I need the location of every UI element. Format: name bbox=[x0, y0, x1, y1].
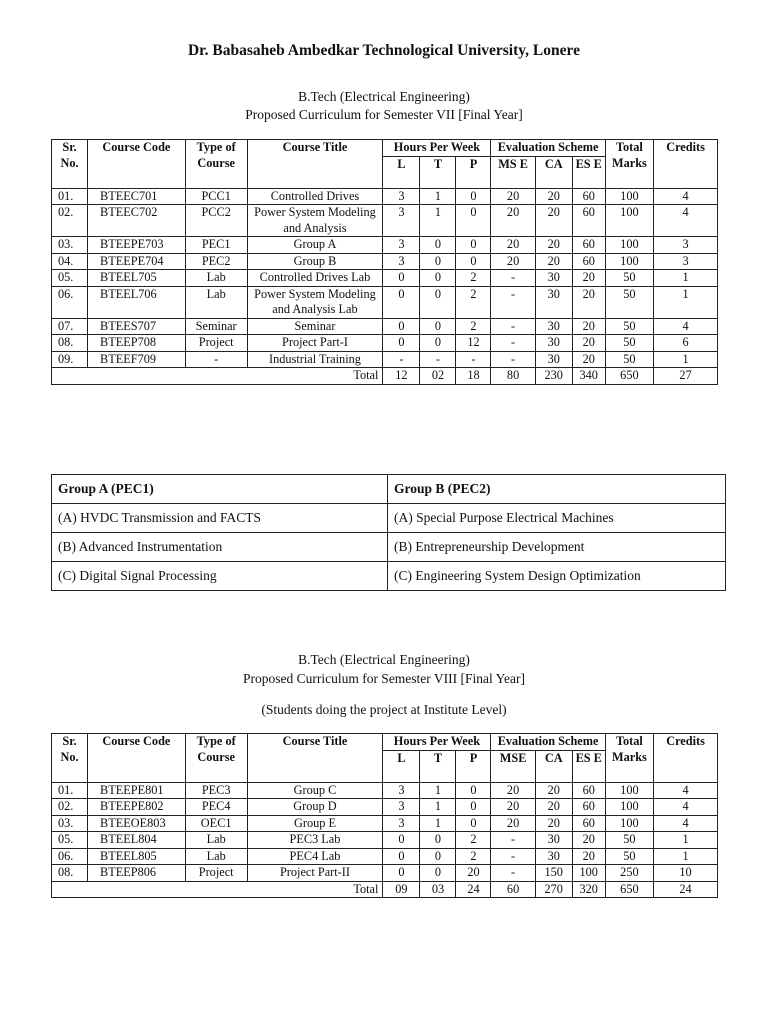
table-row bbox=[52, 351, 718, 368]
elective-groups-table bbox=[51, 474, 726, 591]
cell-sr: 06. bbox=[52, 848, 88, 865]
cell-sr: 05. bbox=[52, 832, 88, 849]
cell-ese: 20 bbox=[572, 286, 605, 318]
cell-ca: 20 bbox=[535, 799, 572, 816]
total-t: 02 bbox=[420, 368, 456, 385]
table-row bbox=[52, 237, 718, 254]
cell-ca: 20 bbox=[535, 237, 572, 254]
cell-p: 0 bbox=[456, 237, 491, 254]
cell-t: 1 bbox=[420, 188, 456, 205]
cell-t: 1 bbox=[420, 815, 456, 832]
total-ese: 320 bbox=[572, 881, 605, 898]
cell-t: 0 bbox=[420, 253, 456, 270]
cell-title: Project Part-I bbox=[247, 335, 383, 352]
cell-ca: 30 bbox=[535, 832, 572, 849]
cell-ese: 60 bbox=[572, 815, 605, 832]
cell-credits: 4 bbox=[654, 205, 718, 237]
total-l: 09 bbox=[383, 881, 420, 898]
cell-p: 2 bbox=[456, 848, 491, 865]
total-mse: 80 bbox=[491, 368, 535, 385]
cell-total: 50 bbox=[605, 286, 653, 318]
totals-label: Total bbox=[52, 368, 383, 385]
cell-type: OEC1 bbox=[185, 815, 247, 832]
cell-credits: 1 bbox=[654, 270, 718, 287]
cell-l: 0 bbox=[383, 865, 420, 882]
header-type-of-course: Type of Course bbox=[185, 734, 247, 783]
group-b-header: Group B (PEC2) bbox=[388, 475, 726, 504]
total-marks: 650 bbox=[605, 881, 653, 898]
cell-code: BTEEF709 bbox=[88, 351, 186, 368]
cell-p: 12 bbox=[456, 335, 491, 352]
header-l: L bbox=[383, 750, 420, 782]
table-row bbox=[52, 799, 718, 816]
cell-code: BTEEP806 bbox=[88, 865, 186, 882]
cell-total: 50 bbox=[605, 270, 653, 287]
cell-ese: 100 bbox=[572, 865, 605, 882]
cell-sr: 01. bbox=[52, 782, 88, 799]
cell-l: 0 bbox=[383, 335, 420, 352]
header-credits: Credits bbox=[654, 734, 718, 783]
cell-sr: 05. bbox=[52, 270, 88, 287]
cell-code: BTEEPE802 bbox=[88, 799, 186, 816]
cell-total: 100 bbox=[605, 205, 653, 237]
cell-type: Seminar bbox=[185, 318, 247, 335]
sem8-table-body bbox=[52, 782, 718, 898]
sem7-table-body bbox=[52, 188, 718, 384]
group-a-option: (C) Digital Signal Processing bbox=[52, 562, 388, 591]
cell-mse: - bbox=[491, 270, 535, 287]
cell-sr: 04. bbox=[52, 253, 88, 270]
cell-mse: 20 bbox=[491, 782, 535, 799]
header-ese: ES E bbox=[572, 750, 605, 782]
cell-credits: 1 bbox=[654, 848, 718, 865]
header-total-marks: Total Marks bbox=[605, 734, 653, 783]
cell-type: PEC3 bbox=[185, 782, 247, 799]
header-p: P bbox=[456, 156, 491, 188]
total-ca: 270 bbox=[535, 881, 572, 898]
cell-p: 0 bbox=[456, 253, 491, 270]
cell-title: PEC3 Lab bbox=[247, 832, 383, 849]
cell-credits: 1 bbox=[654, 832, 718, 849]
cell-l: 0 bbox=[383, 270, 420, 287]
cell-ese: 20 bbox=[572, 335, 605, 352]
cell-total: 50 bbox=[605, 832, 653, 849]
header-l: L bbox=[383, 156, 420, 188]
cell-sr: 09. bbox=[52, 351, 88, 368]
cell-l: 3 bbox=[383, 237, 420, 254]
group-b-option: (B) Entrepreneurship Development bbox=[388, 533, 726, 562]
cell-p: 0 bbox=[456, 188, 491, 205]
cell-l: 3 bbox=[383, 815, 420, 832]
total-mse: 60 bbox=[491, 881, 535, 898]
cell-l: 3 bbox=[383, 205, 420, 237]
cell-p: 2 bbox=[456, 318, 491, 335]
total-credits: 27 bbox=[654, 368, 718, 385]
cell-title: Power System Modeling and Analysis Lab bbox=[247, 286, 383, 318]
cell-total: 100 bbox=[605, 815, 653, 832]
cell-sr: 02. bbox=[52, 205, 88, 237]
cell-l: 3 bbox=[383, 799, 420, 816]
cell-title: Group A bbox=[247, 237, 383, 254]
header-ca: CA bbox=[535, 156, 572, 188]
cell-l: 0 bbox=[383, 318, 420, 335]
cell-ca: 20 bbox=[535, 188, 572, 205]
cell-mse: - bbox=[491, 286, 535, 318]
sem7-curriculum-table bbox=[51, 139, 718, 385]
cell-code: BTEEC702 bbox=[88, 205, 186, 237]
cell-code: BTEEP708 bbox=[88, 335, 186, 352]
header-total-marks: Total Marks bbox=[605, 140, 653, 189]
cell-total: 50 bbox=[605, 848, 653, 865]
cell-mse: - bbox=[491, 848, 535, 865]
cell-ca: 30 bbox=[535, 351, 572, 368]
cell-t: 0 bbox=[420, 335, 456, 352]
cell-sr: 06. bbox=[52, 286, 88, 318]
cell-sr: 03. bbox=[52, 237, 88, 254]
cell-l: 0 bbox=[383, 832, 420, 849]
cell-type: Lab bbox=[185, 848, 247, 865]
cell-credits: 4 bbox=[654, 188, 718, 205]
table-row bbox=[52, 848, 718, 865]
total-ese: 340 bbox=[572, 368, 605, 385]
cell-type: PEC4 bbox=[185, 799, 247, 816]
cell-ca: 30 bbox=[535, 286, 572, 318]
table-row bbox=[52, 318, 718, 335]
cell-ca: 30 bbox=[535, 335, 572, 352]
cell-t: 1 bbox=[420, 782, 456, 799]
university-title: Dr. Babasaheb Ambedkar Technological University, Lonere bbox=[187, 42, 580, 59]
cell-mse: 20 bbox=[491, 205, 535, 237]
totals-label: Total bbox=[52, 881, 383, 898]
cell-credits: 1 bbox=[654, 286, 718, 318]
cell-ese: 20 bbox=[572, 848, 605, 865]
cell-title: Industrial Training bbox=[247, 351, 383, 368]
cell-p: 0 bbox=[456, 205, 491, 237]
header-course-title: Course Title bbox=[247, 140, 383, 189]
cell-type: PCC1 bbox=[185, 188, 247, 205]
group-a-header: Group A (PEC1) bbox=[52, 475, 388, 504]
cell-sr: 02. bbox=[52, 799, 88, 816]
cell-type: PEC1 bbox=[185, 237, 247, 254]
cell-mse: 20 bbox=[491, 237, 535, 254]
cell-mse: - bbox=[491, 351, 535, 368]
cell-ca: 30 bbox=[535, 848, 572, 865]
cell-l: 3 bbox=[383, 782, 420, 799]
header-hours-per-week: Hours Per Week bbox=[383, 734, 491, 751]
cell-t: 0 bbox=[420, 286, 456, 318]
cell-t: 1 bbox=[420, 205, 456, 237]
cell-ese: 20 bbox=[572, 270, 605, 287]
cell-type: PCC2 bbox=[185, 205, 247, 237]
cell-p: 0 bbox=[456, 799, 491, 816]
cell-title: Group B bbox=[247, 253, 383, 270]
cell-sr: 01. bbox=[52, 188, 88, 205]
cell-type: Lab bbox=[185, 286, 247, 318]
cell-title: Project Part-II bbox=[247, 865, 383, 882]
cell-total: 100 bbox=[605, 237, 653, 254]
cell-sr: 08. bbox=[52, 335, 88, 352]
cell-ese: 20 bbox=[572, 832, 605, 849]
table-row bbox=[52, 782, 718, 799]
header-evaluation-scheme: Evaluation Scheme bbox=[491, 140, 605, 157]
cell-type: - bbox=[185, 351, 247, 368]
cell-p: 2 bbox=[456, 832, 491, 849]
cell-code: BTEEC701 bbox=[88, 188, 186, 205]
group-a-option: (B) Advanced Instrumentation bbox=[52, 533, 388, 562]
cell-ca: 20 bbox=[535, 782, 572, 799]
cell-total: 250 bbox=[605, 865, 653, 882]
group-row bbox=[52, 562, 726, 591]
cell-l: 3 bbox=[383, 253, 420, 270]
cell-l: - bbox=[383, 351, 420, 368]
sem8-curriculum: Proposed Curriculum for Semester VIII [Final Year] bbox=[242, 671, 526, 686]
cell-type: Project bbox=[185, 865, 247, 882]
cell-title: Controlled Drives Lab bbox=[247, 270, 383, 287]
header-course-code: Course Code bbox=[88, 734, 186, 783]
header-sr-no: Sr. No. bbox=[52, 140, 88, 189]
cell-credits: 1 bbox=[654, 351, 718, 368]
cell-total: 50 bbox=[605, 351, 653, 368]
cell-credits: 4 bbox=[654, 782, 718, 799]
cell-code: BTEEPE703 bbox=[88, 237, 186, 254]
total-credits: 24 bbox=[654, 881, 718, 898]
header-sr-no: Sr. No. bbox=[52, 734, 88, 783]
header-ca: CA bbox=[535, 750, 572, 782]
cell-ese: 60 bbox=[572, 188, 605, 205]
cell-ca: 150 bbox=[535, 865, 572, 882]
cell-title: Group C bbox=[247, 782, 383, 799]
cell-mse: - bbox=[491, 865, 535, 882]
table-row bbox=[52, 286, 718, 318]
cell-code: BTEES707 bbox=[88, 318, 186, 335]
cell-mse: 20 bbox=[491, 253, 535, 270]
total-marks: 650 bbox=[605, 368, 653, 385]
header-p: P bbox=[456, 750, 491, 782]
cell-ca: 20 bbox=[535, 205, 572, 237]
cell-ese: 60 bbox=[572, 205, 605, 237]
cell-title: PEC4 Lab bbox=[247, 848, 383, 865]
cell-sr: 08. bbox=[52, 865, 88, 882]
cell-t: 0 bbox=[420, 270, 456, 287]
cell-t: - bbox=[420, 351, 456, 368]
header-course-title: Course Title bbox=[247, 734, 383, 783]
sem8-program: B.Tech (Electrical Engineering) bbox=[298, 652, 470, 667]
cell-credits: 6 bbox=[654, 335, 718, 352]
total-l: 12 bbox=[383, 368, 420, 385]
cell-total: 50 bbox=[605, 335, 653, 352]
cell-t: 0 bbox=[420, 237, 456, 254]
cell-l: 0 bbox=[383, 848, 420, 865]
group-row bbox=[52, 504, 726, 533]
cell-code: BTEEOE803 bbox=[88, 815, 186, 832]
cell-code: BTEEL706 bbox=[88, 286, 186, 318]
cell-p: 2 bbox=[456, 286, 491, 318]
cell-type: Lab bbox=[185, 270, 247, 287]
header-t: T bbox=[420, 156, 456, 188]
total-ca: 230 bbox=[535, 368, 572, 385]
cell-t: 0 bbox=[420, 865, 456, 882]
group-row bbox=[52, 533, 726, 562]
cell-p: 0 bbox=[456, 815, 491, 832]
cell-code: BTEEL804 bbox=[88, 832, 186, 849]
cell-p: 2 bbox=[456, 270, 491, 287]
group-b-option: (A) Special Purpose Electrical Machines bbox=[388, 504, 726, 533]
cell-type: Lab bbox=[185, 832, 247, 849]
cell-credits: 4 bbox=[654, 318, 718, 335]
cell-type: PEC2 bbox=[185, 253, 247, 270]
cell-l: 3 bbox=[383, 188, 420, 205]
cell-l: 0 bbox=[383, 286, 420, 318]
header-ese: ES E bbox=[572, 156, 605, 188]
cell-mse: - bbox=[491, 318, 535, 335]
cell-p: 20 bbox=[456, 865, 491, 882]
cell-title: Group D bbox=[247, 799, 383, 816]
cell-total: 50 bbox=[605, 318, 653, 335]
cell-ca: 30 bbox=[535, 318, 572, 335]
cell-p: - bbox=[456, 351, 491, 368]
table-row bbox=[52, 832, 718, 849]
table-row bbox=[52, 865, 718, 882]
cell-ese: 60 bbox=[572, 253, 605, 270]
cell-mse: - bbox=[491, 335, 535, 352]
cell-t: 0 bbox=[420, 848, 456, 865]
cell-credits: 3 bbox=[654, 253, 718, 270]
table-row bbox=[52, 205, 718, 237]
header-mse: MSE bbox=[491, 750, 535, 782]
totals-row bbox=[52, 368, 718, 385]
cell-ca: 30 bbox=[535, 270, 572, 287]
cell-total: 100 bbox=[605, 799, 653, 816]
group-a-option: (A) HVDC Transmission and FACTS bbox=[52, 504, 388, 533]
cell-title: Power System Modeling and Analysis bbox=[247, 205, 383, 237]
cell-total: 100 bbox=[605, 188, 653, 205]
header-t: T bbox=[420, 750, 456, 782]
sem8-curriculum-table bbox=[51, 733, 718, 898]
cell-mse: 20 bbox=[491, 799, 535, 816]
total-p: 18 bbox=[456, 368, 491, 385]
header-hours-per-week: Hours Per Week bbox=[383, 140, 491, 157]
cell-title: Controlled Drives bbox=[247, 188, 383, 205]
cell-mse: - bbox=[491, 832, 535, 849]
cell-type: Project bbox=[185, 335, 247, 352]
table-row bbox=[52, 188, 718, 205]
cell-ese: 20 bbox=[572, 351, 605, 368]
cell-ese: 60 bbox=[572, 237, 605, 254]
cell-sr: 03. bbox=[52, 815, 88, 832]
cell-credits: 4 bbox=[654, 799, 718, 816]
cell-credits: 10 bbox=[654, 865, 718, 882]
cell-mse: 20 bbox=[491, 815, 535, 832]
cell-title: Group E bbox=[247, 815, 383, 832]
table-row bbox=[52, 253, 718, 270]
header-type-of-course: Type of Course bbox=[185, 140, 247, 189]
cell-sr: 07. bbox=[52, 318, 88, 335]
cell-ese: 20 bbox=[572, 318, 605, 335]
cell-ese: 60 bbox=[572, 782, 605, 799]
table-row bbox=[52, 335, 718, 352]
header-mse: MS E bbox=[491, 156, 535, 188]
cell-credits: 4 bbox=[654, 815, 718, 832]
cell-total: 100 bbox=[605, 782, 653, 799]
sem8-note: (Students doing the project at Institute Level) bbox=[261, 702, 507, 717]
cell-code: BTEEL705 bbox=[88, 270, 186, 287]
cell-ca: 20 bbox=[535, 253, 572, 270]
cell-p: 0 bbox=[456, 782, 491, 799]
cell-title: Seminar bbox=[247, 318, 383, 335]
group-b-option: (C) Engineering System Design Optimization bbox=[388, 562, 726, 591]
totals-row bbox=[52, 881, 718, 898]
cell-total: 100 bbox=[605, 253, 653, 270]
sem7-curriculum: Proposed Curriculum for Semester VII [Final Year] bbox=[245, 107, 523, 122]
sem7-program: B.Tech (Electrical Engineering) bbox=[298, 89, 470, 104]
header-credits: Credits bbox=[654, 140, 718, 189]
total-p: 24 bbox=[456, 881, 491, 898]
cell-code: BTEEL805 bbox=[88, 848, 186, 865]
header-evaluation-scheme: Evaluation Scheme bbox=[491, 734, 605, 751]
table-row bbox=[52, 815, 718, 832]
cell-ese: 60 bbox=[572, 799, 605, 816]
cell-code: BTEEPE704 bbox=[88, 253, 186, 270]
table-row bbox=[52, 270, 718, 287]
cell-ca: 20 bbox=[535, 815, 572, 832]
cell-code: BTEEPE801 bbox=[88, 782, 186, 799]
total-t: 03 bbox=[420, 881, 456, 898]
header-course-code: Course Code bbox=[88, 140, 186, 189]
cell-t: 0 bbox=[420, 832, 456, 849]
cell-credits: 3 bbox=[654, 237, 718, 254]
cell-t: 1 bbox=[420, 799, 456, 816]
cell-t: 0 bbox=[420, 318, 456, 335]
cell-mse: 20 bbox=[491, 188, 535, 205]
